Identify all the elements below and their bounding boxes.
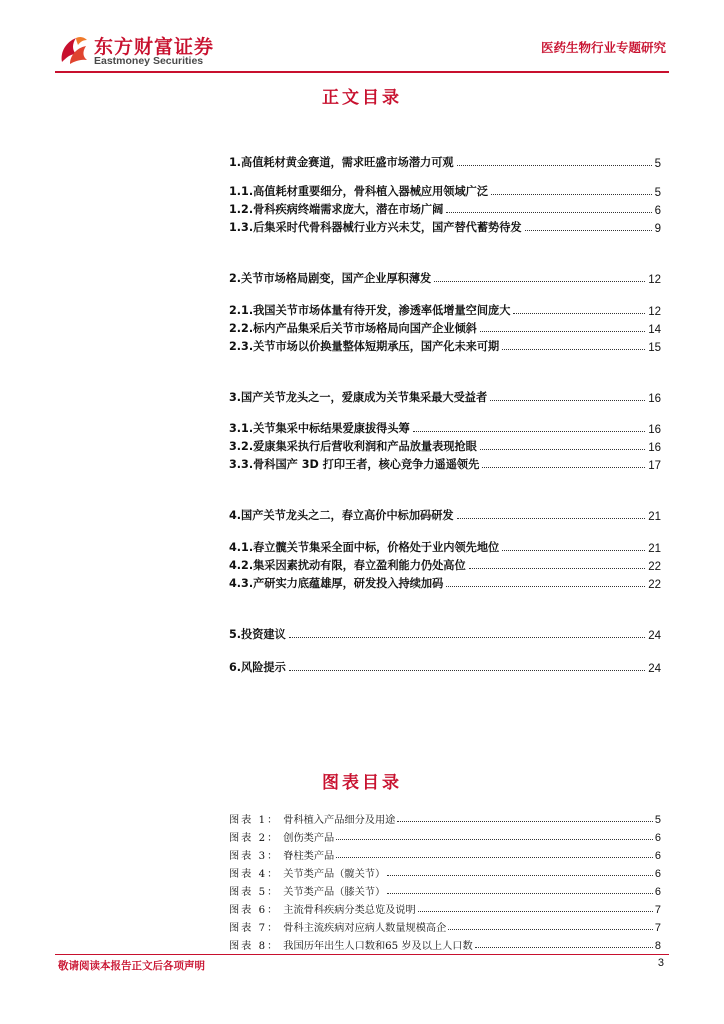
figure-entry-caption: 我国历年出生人口数和65 岁及以上人口数 xyxy=(283,941,473,952)
toc-entry-label: 4.3.产研实力底蕴雄厚，研发投入持续加码 xyxy=(229,577,444,590)
dot-leader xyxy=(446,586,645,587)
toc-entry[interactable] xyxy=(229,389,661,405)
dot-leader xyxy=(491,194,652,195)
dot-leader xyxy=(387,875,653,876)
toc-entry[interactable] xyxy=(229,201,661,217)
figure-entry[interactable] xyxy=(229,811,661,826)
dot-leader xyxy=(387,893,653,894)
toc-entry-label: 6.风险提示 xyxy=(229,661,286,674)
dot-leader xyxy=(434,281,645,282)
brand-name-en: Eastmoney Securities xyxy=(94,55,204,67)
toc-entry[interactable] xyxy=(229,659,661,675)
toc-entry[interactable] xyxy=(229,575,661,591)
footer-divider xyxy=(55,954,669,955)
toc-entry-label: 4.2.集采因素扰动有限，春立盈利能力仍处高位 xyxy=(229,559,466,572)
figure-entry[interactable] xyxy=(229,829,661,844)
toc-entry-page: 12 xyxy=(648,274,661,286)
figure-entry-page: 6 xyxy=(654,868,661,880)
dot-leader xyxy=(413,431,646,432)
dot-leader xyxy=(457,518,646,519)
toc-entry[interactable] xyxy=(229,539,661,555)
figure-entry-label: 图表 7： xyxy=(229,923,280,934)
figure-entry[interactable] xyxy=(229,883,661,898)
toc-entry-page: 9 xyxy=(654,223,661,235)
toc-entry[interactable] xyxy=(229,456,661,472)
toc-entry-page: 21 xyxy=(648,543,661,555)
dot-leader xyxy=(289,637,645,638)
toc-entry[interactable] xyxy=(229,270,661,286)
toc-entry-label: 1.2.骨科疾病终端需求庞大，潜在市场广阔 xyxy=(229,203,444,216)
toc-entry-label: 2.1.我国关节市场体量有待开发，渗透率低增量空间庞大 xyxy=(229,304,511,317)
dot-leader xyxy=(336,839,653,840)
dot-leader xyxy=(513,313,645,314)
toc-entry-label: 3.国产关节龙头之一，爱康成为关节集采最大受益者 xyxy=(229,391,488,404)
toc-entry[interactable] xyxy=(229,154,661,170)
figure-entry-label: 图表 2： xyxy=(229,833,280,844)
figure-entry-label: 图表 8： xyxy=(229,941,280,952)
toc-entry[interactable] xyxy=(229,302,661,318)
toc-entry-label: 1.高值耗材黄金赛道，需求旺盛市场潜力可观 xyxy=(229,156,454,169)
toc-title: 正文目录 xyxy=(322,88,402,108)
toc-entry[interactable] xyxy=(229,219,661,235)
toc-entry-label: 3.2.爱康集采执行后营收利润和产品放量表现抢眼 xyxy=(229,440,477,453)
dot-leader xyxy=(525,230,652,231)
dot-leader xyxy=(490,400,645,401)
page-number: 3 xyxy=(657,957,664,969)
toc-entry[interactable] xyxy=(229,420,661,436)
page-header xyxy=(0,0,724,72)
figure-entry-label: 图表 4： xyxy=(229,869,280,880)
dot-leader xyxy=(502,349,645,350)
toc-entry[interactable] xyxy=(229,438,661,454)
dot-leader xyxy=(418,911,653,912)
figure-entry[interactable] xyxy=(229,901,661,916)
figure-entry-caption: 主流骨科疾病分类总览及说明 xyxy=(283,905,416,916)
toc-entry[interactable] xyxy=(229,507,661,523)
figures-title: 图表目录 xyxy=(322,773,402,793)
figure-entry-page: 5 xyxy=(654,814,661,826)
toc-entry-page: 16 xyxy=(648,393,661,405)
figure-entry[interactable] xyxy=(229,937,661,952)
dot-leader xyxy=(336,857,653,858)
figure-entry-caption: 骨科植入产品细分及用途 xyxy=(283,815,396,826)
toc-entry-page: 16 xyxy=(648,424,661,436)
toc-entry-page: 22 xyxy=(648,561,661,573)
toc-entry-page: 24 xyxy=(648,630,661,642)
dot-leader xyxy=(502,550,645,551)
header-divider xyxy=(55,71,669,73)
figure-entry-caption: 关节类产品（膝关节） xyxy=(283,887,386,898)
toc-entry-label: 4.国产关节龙头之二，春立高价中标加码研发 xyxy=(229,509,454,522)
figure-entry-page: 6 xyxy=(654,886,661,898)
toc-entry-label: 3.1.关节集采中标结果爱康拔得头筹 xyxy=(229,422,410,435)
figure-entry-page: 6 xyxy=(654,850,661,862)
figure-entry-caption: 骨科主流疾病对应病人数量规模高企 xyxy=(283,923,447,934)
toc-entry-page: 24 xyxy=(648,663,661,675)
figure-entry[interactable] xyxy=(229,919,661,934)
toc-entry-page: 5 xyxy=(654,158,661,170)
toc-entry-page: 14 xyxy=(648,324,661,336)
figure-entry-page: 6 xyxy=(654,832,661,844)
eastmoney-logo-icon xyxy=(56,32,92,68)
figure-entry-caption: 关节类产品（髋关节） xyxy=(283,869,386,880)
dot-leader xyxy=(469,568,646,569)
figure-entry-label: 图表 6： xyxy=(229,905,280,916)
dot-leader xyxy=(457,165,652,166)
toc-entry-page: 17 xyxy=(648,460,661,472)
toc-entry-page: 6 xyxy=(654,205,661,217)
dot-leader xyxy=(482,467,645,468)
figure-entry-caption: 创伤类产品 xyxy=(283,833,335,844)
toc-entry-label: 4.1.春立髋关节集采全面中标，价格处于业内领先地位 xyxy=(229,541,500,554)
figure-entry-label: 图表 5： xyxy=(229,887,280,898)
toc-entry[interactable] xyxy=(229,338,661,354)
toc-entry-page: 15 xyxy=(648,342,661,354)
toc-entry[interactable] xyxy=(229,183,661,199)
brand-name-cn: 东方财富证券 xyxy=(94,36,215,58)
dot-leader xyxy=(475,947,653,948)
toc-entry-label: 3.3.骨科国产 3D 打印王者，核心竞争力遥遥领先 xyxy=(229,458,480,471)
figure-entry-page: 8 xyxy=(654,940,661,952)
figure-entry[interactable] xyxy=(229,865,661,880)
disclaimer-text: 敬请阅读本报告正文后各项声明 xyxy=(58,960,205,972)
toc-entry-page: 22 xyxy=(648,579,661,591)
figure-entry-page: 7 xyxy=(654,922,661,934)
toc-entry[interactable] xyxy=(229,626,661,642)
dot-leader xyxy=(480,449,645,450)
toc-entry-label: 5.投资建议 xyxy=(229,628,286,641)
figure-entry-caption: 脊柱类产品 xyxy=(283,851,335,862)
figure-entry-label: 图表 1： xyxy=(229,815,280,826)
toc-entry-label: 2.2.标内产品集采后关节市场格局向国产企业倾斜 xyxy=(229,322,477,335)
toc-entry-label: 1.1.高值耗材重要细分，骨科植入器械应用领域广泛 xyxy=(229,185,489,198)
dot-leader xyxy=(446,212,651,213)
report-type: 医药生物行业专题研究 xyxy=(540,40,666,55)
toc-entry[interactable] xyxy=(229,557,661,573)
dot-leader xyxy=(397,821,653,822)
dot-leader xyxy=(448,929,653,930)
toc-entry-page: 16 xyxy=(648,442,661,454)
toc-entry[interactable] xyxy=(229,320,661,336)
toc-entry-page: 5 xyxy=(654,187,661,199)
dot-leader xyxy=(289,670,645,671)
figure-entry[interactable] xyxy=(229,847,661,862)
toc-entry-page: 12 xyxy=(648,306,661,318)
toc-entry-page: 21 xyxy=(648,511,661,523)
toc-entry-label: 2.关节市场格局剧变，国产企业厚积薄发 xyxy=(229,272,432,285)
toc-entry-label: 1.3.后集采时代骨科器械行业方兴未艾，国产替代蓄势待发 xyxy=(229,221,522,234)
figure-entry-page: 7 xyxy=(654,904,661,916)
toc-entry-label: 2.3.关节市场以价换量整体短期承压，国产化未来可期 xyxy=(229,340,500,353)
dot-leader xyxy=(480,331,645,332)
figure-entry-label: 图表 3： xyxy=(229,851,280,862)
